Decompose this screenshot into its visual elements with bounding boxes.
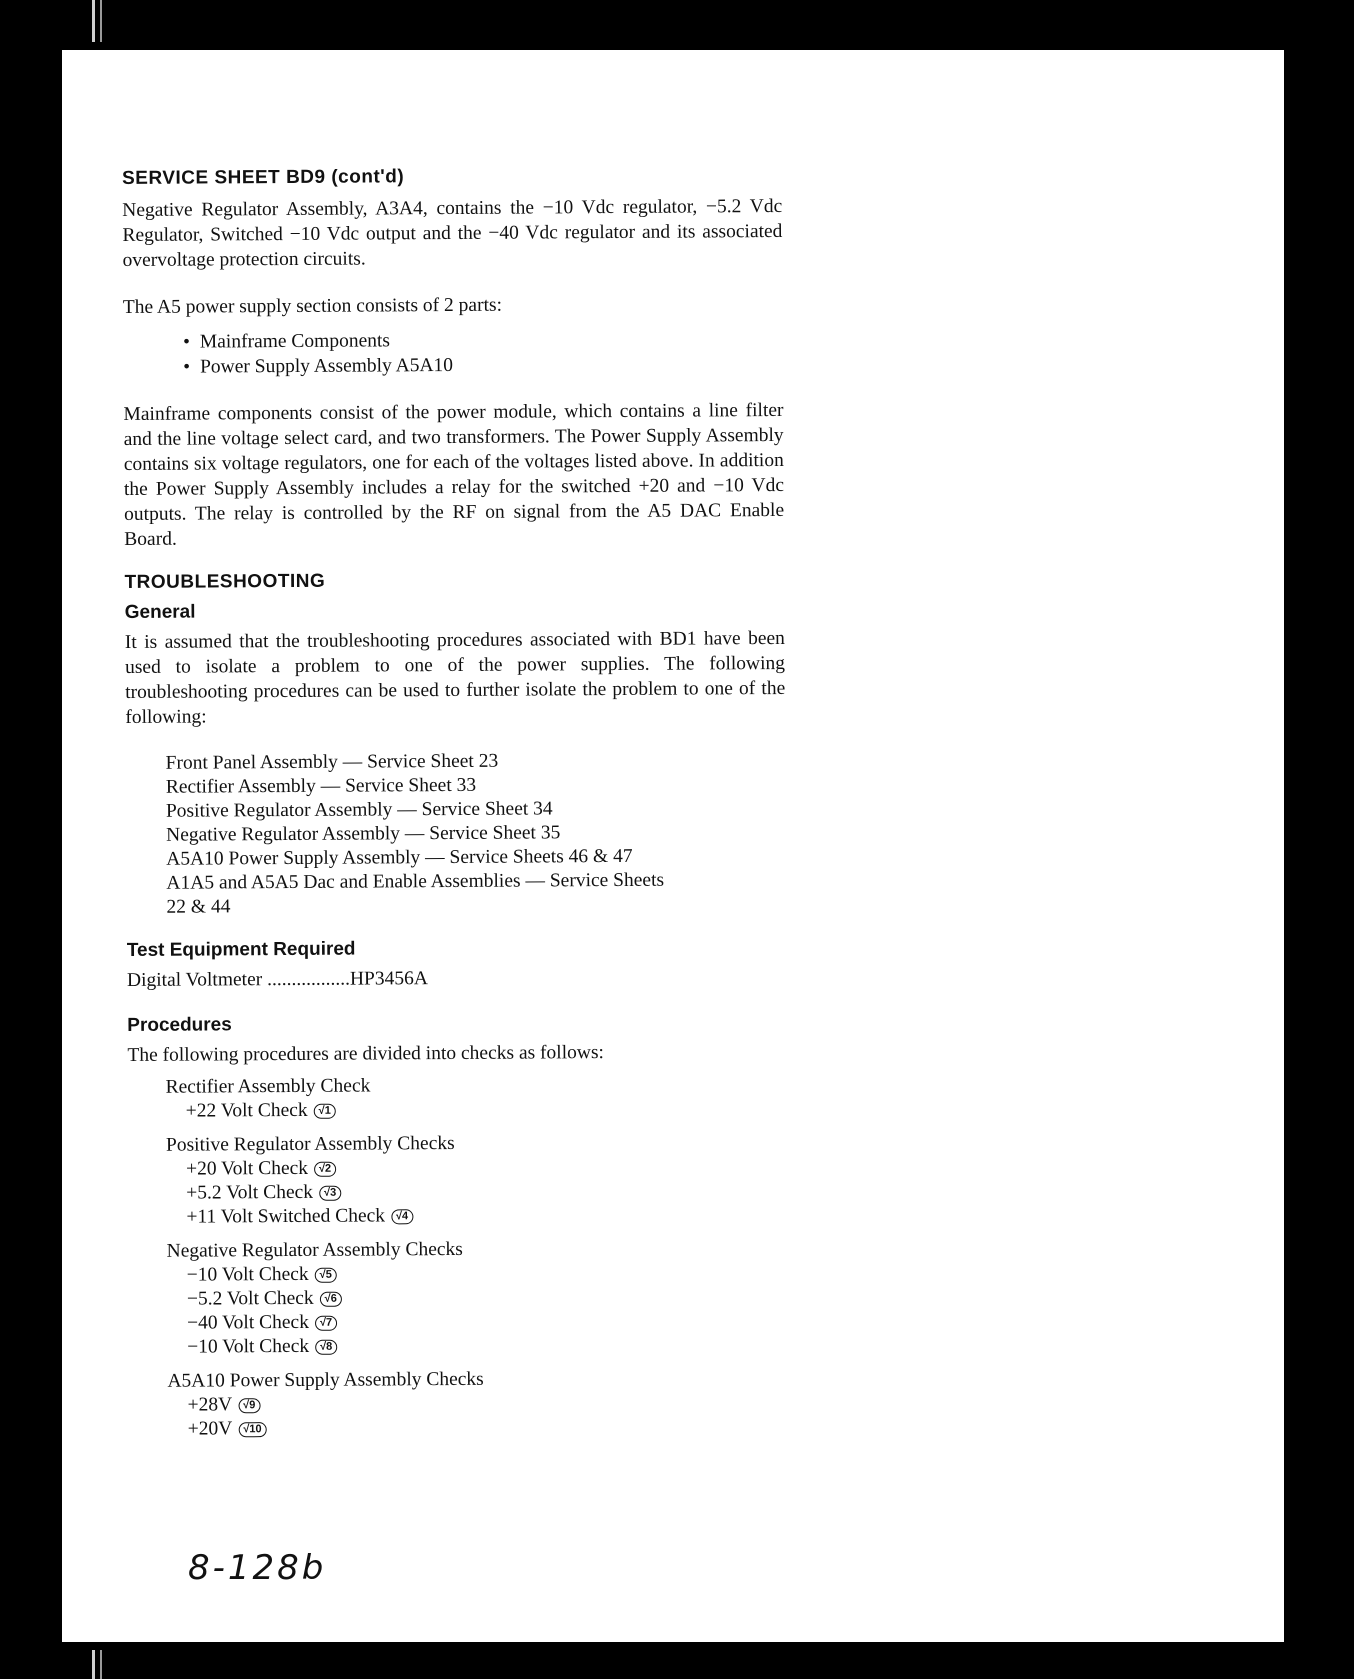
- list-item: Front Panel Assembly — Service Sheet 23: [165, 750, 499, 774]
- check-label: +28V: [187, 1394, 233, 1416]
- check-number-badge: √7: [315, 1316, 337, 1331]
- list-item: • Power Supply Assembly A5A10: [183, 351, 783, 380]
- group-title: A5A10 Power Supply Assembly Checks: [167, 1368, 484, 1392]
- check-label: −5.2 Volt Check: [186, 1287, 314, 1310]
- check-label: +22 Volt Check: [185, 1099, 308, 1122]
- equipment-name: Digital Voltmeter: [126, 969, 263, 991]
- list-item: A5A10 Power Supply Assembly — Service Sheets 46 & 47: [166, 845, 633, 870]
- check-label: −10 Volt Check: [187, 1335, 310, 1358]
- check-group: [167, 1366, 789, 1442]
- list-item: Negative Regulator Assembly — Service Sheet 35: [166, 822, 561, 846]
- equipment-model: HP3456A: [349, 968, 429, 990]
- check-group: [167, 1236, 790, 1360]
- check-number-badge: √3: [319, 1186, 341, 1201]
- check-label: −40 Volt Check: [186, 1311, 309, 1334]
- subsection-title: Test Equipment Required: [126, 938, 356, 961]
- group-title: Negative Regulator Assembly Checks: [166, 1238, 463, 1262]
- page-content: [122, 164, 790, 1442]
- check-label: +20V: [187, 1418, 233, 1440]
- page-title: SERVICE SHEET BD9 (cont'd): [122, 166, 405, 189]
- assembly-list: [166, 748, 787, 920]
- check-label: +20 Volt Check: [186, 1157, 309, 1180]
- subsection-title: General: [124, 601, 196, 623]
- check-item: [167, 1332, 789, 1360]
- check-group: [166, 1072, 788, 1124]
- check-label: +5.2 Volt Check: [186, 1181, 314, 1204]
- check-group: [166, 1130, 789, 1230]
- list-item: A1A5 and A5A5 Dac and Enable Assemblies — Service Sheets: [166, 869, 665, 894]
- group-title: Rectifier Assembly Check: [165, 1075, 371, 1098]
- scan-edge: [92, 1650, 95, 1679]
- check-number-badge: √5: [315, 1268, 337, 1283]
- check-number-badge: √1: [314, 1104, 336, 1119]
- check-number-badge: √10: [238, 1422, 266, 1437]
- check-item: [166, 1096, 788, 1124]
- intro-paragraph: Mainframe components consist of the power module, which contains a line filter and the line voltage select card, and two transformers. The Power Supply Assembly contains six voltage regulators, one for each of the voltages listed above. In addition the Power Supply Assembly includes a relay for the switched +20 and −10 Vdc outputs. The relay is controlled by the RF on signal from the A5 DAC Enable Board.: [123, 399, 785, 550]
- check-label: −10 Volt Check: [186, 1263, 309, 1286]
- section-title: TROUBLESHOOTING: [124, 570, 326, 593]
- subsection-title: Procedures: [127, 1014, 232, 1036]
- leader-dots: .................: [262, 968, 351, 991]
- handwritten-page-number: 8-128b: [188, 1548, 327, 1588]
- list-item: Rectifier Assembly — Service Sheet 33: [165, 774, 477, 798]
- procedures-paragraph: The following procedures are divided into checks as follows:: [127, 1042, 605, 1066]
- scan-edge: [92, 0, 95, 42]
- check-item: [166, 1202, 788, 1230]
- check-label: +11 Volt Switched Check: [186, 1205, 386, 1228]
- list-item: 22 & 44: [166, 896, 231, 918]
- parts-list: [123, 326, 783, 380]
- intro-paragraph: Negative Regulator Assembly, A3A4, contains the −10 Vdc regulator, −5.2 Vdc Regulator, Switched −10 Vdc output and the −40 Vdc regulator and its associated overvoltage protection circuits.: [122, 195, 783, 271]
- general-paragraph: It is assumed that the troubleshooting procedures associated with BD1 have been used to isolate a problem to one of the power supplies. The following troubleshooting procedures can be used to further isolate the problem to one of the following:: [124, 627, 786, 728]
- check-number-badge: √4: [391, 1209, 413, 1224]
- check-number-badge: √9: [238, 1398, 260, 1413]
- check-number-badge: √6: [320, 1292, 342, 1307]
- group-title: Positive Regulator Assembly Checks: [165, 1132, 455, 1156]
- scan-edge: [100, 0, 102, 42]
- list-item: • Mainframe Components: [183, 326, 783, 355]
- scan-edge: [100, 1650, 102, 1679]
- check-item: [168, 1414, 790, 1442]
- intro-paragraph: The A5 power supply section consists of 2 parts:: [122, 294, 503, 318]
- check-number-badge: √2: [314, 1162, 336, 1177]
- check-number-badge: √8: [315, 1340, 337, 1355]
- list-item: Positive Regulator Assembly — Service Sheet 34: [165, 798, 553, 822]
